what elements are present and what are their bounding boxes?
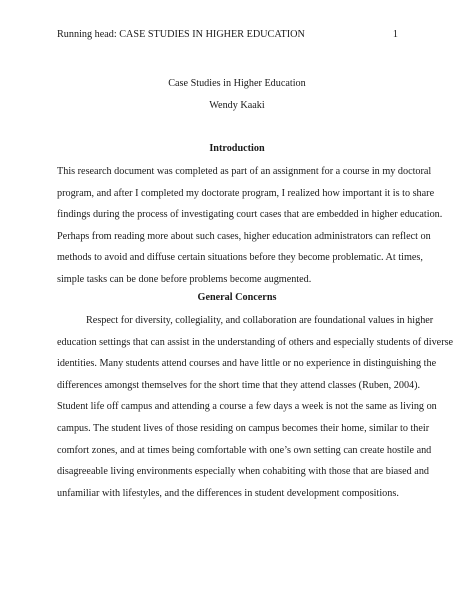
section-heading-introduction: Introduction [209,143,265,154]
text-line: education settings that can assist in the understanding of others and especially students of diverse [57,336,454,348]
text-line: methods to avoid and diffuse certain situations before they become problematic. At times, [57,252,423,264]
text-line: program, and after I completed my doctorate program, I realized how important it is to share [57,187,435,199]
author-name: Wendy Kaaki [209,100,265,111]
text-line: This research document was completed as part of an assignment for a course in my doctoral [57,166,432,177]
text-line: Respect for diversity, collegiality, and collaboration are foundational values in higher [86,315,434,326]
text-line: findings during the process of investigating court cases that are embedded in higher education. [57,209,443,221]
text-line: Student life off campus and attending a course a few days a week is not the same as living on [57,401,437,413]
text-line: comfort zones, and at times being comfortable with one’s own setting can create hostile and [57,444,432,456]
text-line: campus. The student lives of those residing on campus becomes their home, similar to their [57,422,430,434]
text-line: Perhaps from reading more about such cases, higher education administrators can reflect on [57,230,431,242]
text-line: simple tasks can be done before problems become augmented. [57,273,312,285]
text-line: identities. Many students attend courses and have little or no experience in distinguishing the [57,358,437,370]
text-line: differences amongst themselves for the short time that they attend classes (Ruben, 2004). [57,379,421,391]
text-line: disagreeable living environments especially when cohabiting with those that are biased and [57,466,430,478]
section-heading-general-concerns: General Concerns [197,292,277,303]
page-header [57,28,398,41]
introduction-paragraph [57,161,443,291]
text-line: unfamiliar with lifestyles, and the differences in student development compositions. [57,487,399,499]
general-concerns-paragraph [57,310,454,504]
running-head: Running head: CASE STUDIES IN HIGHER EDUCATION [57,29,305,40]
paper-title: Case Studies in Higher Education [168,78,306,89]
page-number: 1 [392,29,398,40]
